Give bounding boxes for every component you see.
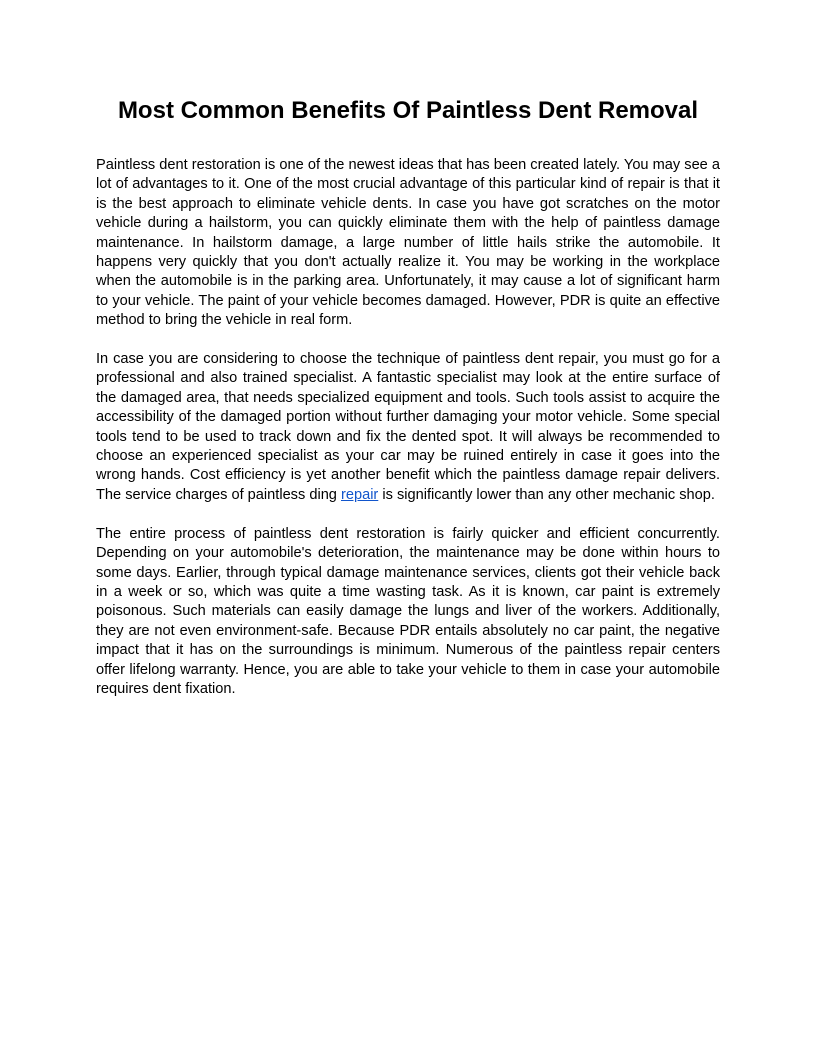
document-title: Most Common Benefits Of Paintless Dent Removal (117, 97, 699, 124)
document-page (96, 96, 720, 719)
paragraph-2-text-before-link: In case you are considering to choose the technique of paintless dent repair, you must go for a professional and also trained specialist. A fantastic specialist may look at the entire surface of the damaged area, that needs specialized equipment and tools. Such tools assist to acquire the accessibility of the damaged portion without further damaging your motor vehicle. Some special tools tend to be used to track down and fix the dented spot. It will always be recommended to choose an experienced specialist as your car may be ruined entirely in case it goes into the wrong hands. Cost efficiency is yet another benefit which the paintless damage repair delivers. The service charges of paintless ding (96, 351, 720, 503)
paragraph-2-text-after-link: is significantly lower than any other mechanic shop. (378, 486, 715, 503)
paragraph-2 (96, 350, 720, 505)
repair-link[interactable]: repair (340, 486, 379, 503)
paragraph-3: The entire process of paintless dent restoration is fairly quicker and efficient concurrently. Depending on your automobile's deterioration, the maintenance may be done within hours to some days. Earlier, through typical damage maintenance services, clients got their vehicle back in a week or so, which was quite a time wasting task. As it is known, car paint is extremely poisonous. Such materials can easily damage the lungs and liver of the workers. Additionally, they are not even environment-safe. Because PDR entails absolutely no car paint, the negative impact that it has on the surroundings is minimum. Numerous of the paintless repair centers offer lifelong warranty. Hence, you are able to take your vehicle to them in case your automobile requires dent fixation. (96, 525, 720, 697)
paragraph-1: Paintless dent restoration is one of the newest ideas that has been created lately. You may see a lot of advantages to it. One of the most crucial advantage of this particular kind of repair is that it is the best approach to eliminate vehicle dents. In case you have got scratches on the motor vehicle during a hailstorm, you can quickly eliminate them with the help of paintless damage maintenance. In hailstorm damage, a large number of little hails strike the automobile. It happens very quickly that you don't actually realize it. You may be working in the workplace when the automobile is in the parking area. Unfortunately, it may cause a lot of significant harm to your vehicle. The paint of your vehicle becomes damaged. However, PDR is quite an effective method to bring the vehicle in real form. (96, 157, 720, 329)
